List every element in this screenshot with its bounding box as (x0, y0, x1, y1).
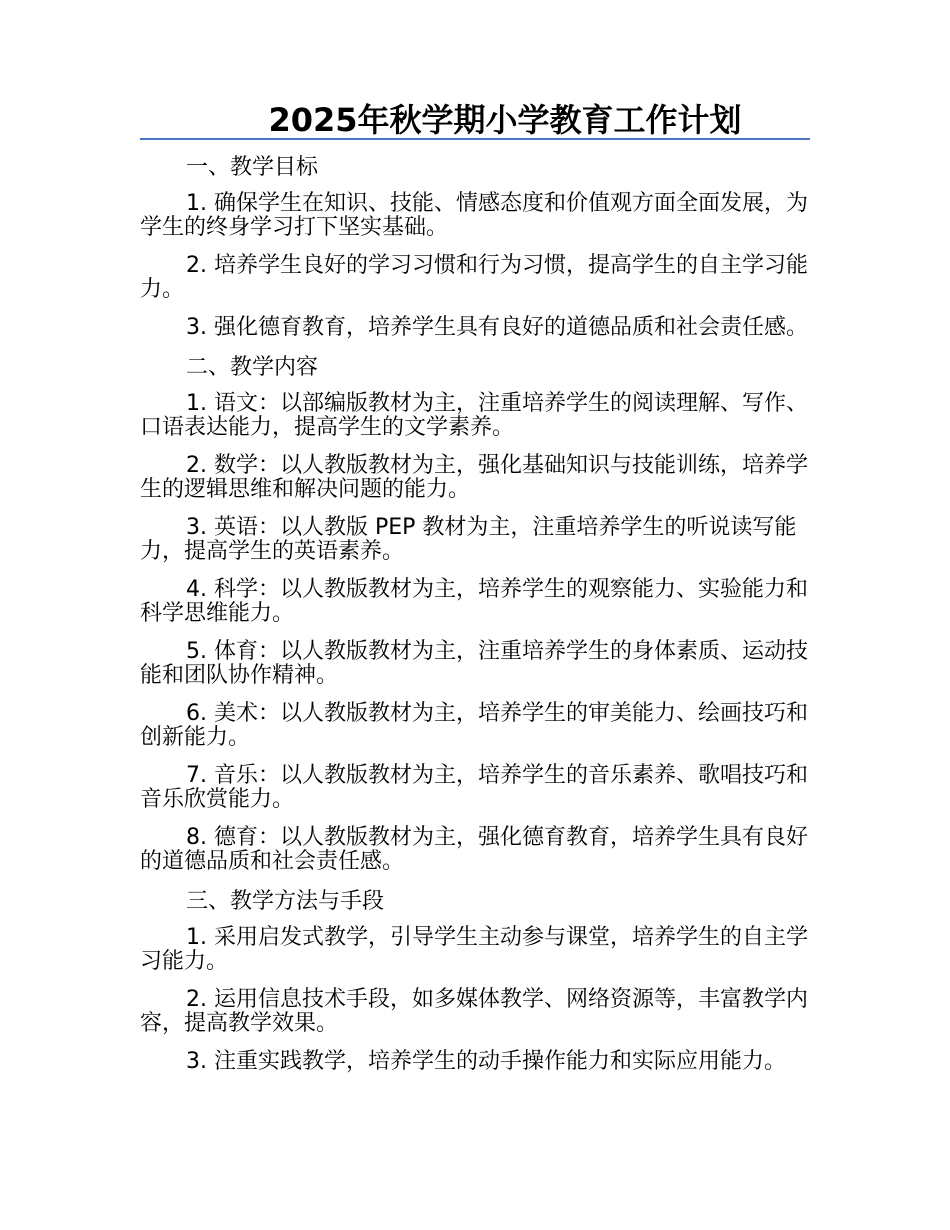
document-title: 2025年秋学期小学教育工作计划 (268, 101, 742, 139)
section-heading: 三、教学方法与手段 (186, 889, 385, 914)
section-teaching-content (140, 354, 810, 874)
paragraph: 2. 培养学生良好的学习习惯和行为习惯，提高学生的自主学习能力。 (140, 253, 808, 302)
paragraph: 1. 语文：以部编版教材为主，注重培养学生的阅读理解、写作、口语表达能力，提高学生的文学素养。 (140, 391, 808, 440)
paragraph: 3. 注重实践教学，培养学生的动手操作能力和实际应用能力。 (186, 1049, 786, 1074)
paragraph: 1. 确保学生在知识、技能、情感态度和价值观方面全面发展，为学生的终身学习打下坚实基础。 (140, 191, 808, 240)
document-page (140, 100, 810, 1088)
section-heading: 一、教学目标 (186, 155, 319, 180)
paragraph: 3. 强化德育教育，培养学生具有良好的道德品质和社会责任感。 (186, 315, 808, 340)
paragraph: 8. 德育：以人教版教材为主，强化德育教育，培养学生具有良好的道德品质和社会责任感。 (140, 825, 808, 874)
paragraph: 4. 科学：以人教版教材为主，培养学生的观察能力、实验能力和科学思维能力。 (140, 577, 808, 626)
paragraph: 2. 运用信息技术手段，如多媒体教学、网络资源等，丰富教学内容，提高教学效果。 (140, 987, 808, 1036)
paragraph: 2. 数学：以人教版教材为主，强化基础知识与技能训练，培养学生的逻辑思维和解决问题的能力。 (140, 453, 808, 502)
section-teaching-methods (140, 888, 810, 1074)
paragraph: 1. 采用启发式教学，引导学生主动参与课堂，培养学生的自主学习能力。 (140, 925, 808, 974)
section-teaching-goals (140, 154, 810, 340)
paragraph: 3. 英语：以人教版 PEP 教材为主，注重培养学生的听说读写能力，提高学生的英语素养。 (140, 515, 797, 564)
paragraph: 6. 美术：以人教版教材为主，培养学生的审美能力、绘画技巧和创新能力。 (140, 701, 808, 750)
paragraph: 5. 体育：以人教版教材为主，注重培养学生的身体素质、运动技能和团队协作精神。 (140, 639, 808, 688)
paragraph: 7. 音乐：以人教版教材为主，培养学生的音乐素养、歌唱技巧和音乐欣赏能力。 (140, 763, 808, 812)
section-heading: 二、教学内容 (186, 355, 319, 380)
